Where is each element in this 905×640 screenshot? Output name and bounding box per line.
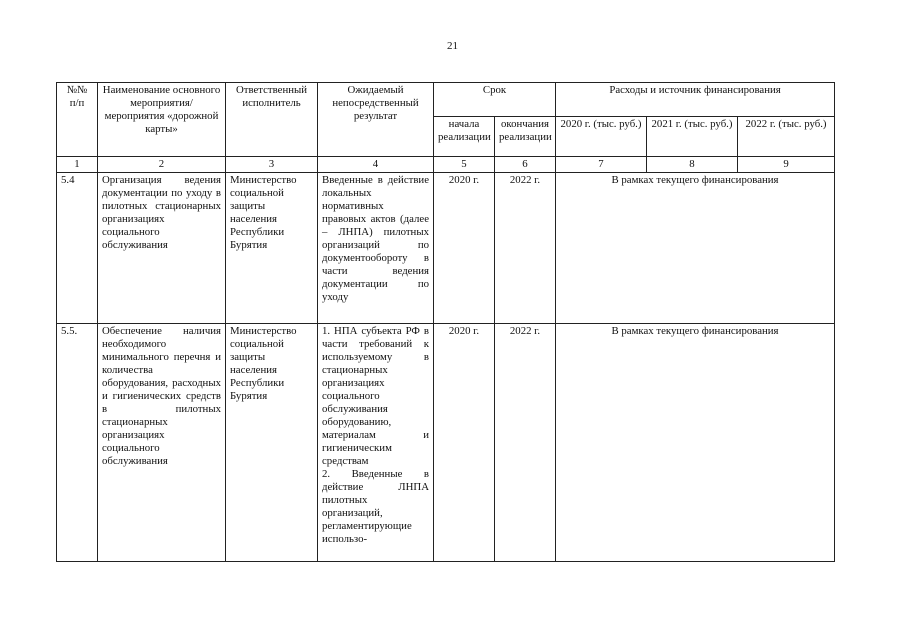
header-term-end: окончания реализации	[495, 117, 556, 157]
header-fin-2020: 2020 г. (тыс. руб.)	[556, 117, 647, 157]
expected-result-item: 2. Введенные в действие ЛНПА пилотных организаций, регламентирующие использо-	[322, 468, 429, 545]
header-name: Наименование основного мероприятия/мероприятия «дорожной карты»	[98, 83, 226, 157]
column-number: 4	[318, 157, 434, 173]
header-no: №№ п/п	[57, 83, 98, 157]
column-number: 1	[57, 157, 98, 173]
financing-source: В рамках текущего финансирования	[556, 173, 835, 324]
row-number: 5.5.	[57, 324, 98, 562]
header-term-start: начала реализации	[434, 117, 495, 157]
column-number-row	[57, 157, 835, 173]
term-end: 2022 г.	[495, 324, 556, 562]
expected-result	[318, 324, 434, 562]
header-finance: Расходы и источник финансирования	[556, 83, 835, 117]
row-number: 5.4	[57, 173, 98, 324]
activity-name: Организация ведения документации по уходу в пилотных стационарных организациях социального обслуживания	[98, 173, 226, 324]
column-number: 3	[226, 157, 318, 173]
column-number: 5	[434, 157, 495, 173]
table-row	[57, 324, 835, 562]
column-number: 9	[738, 157, 835, 173]
roadmap-table	[56, 82, 835, 562]
header-fin-2021: 2021 г. (тыс. руб.)	[647, 117, 738, 157]
financing-source: В рамках текущего финансирования	[556, 324, 835, 562]
responsible-executor: Министерство социальной защиты населения Республики Бурятия	[226, 324, 318, 562]
header-responsible: Ответственный исполнитель	[226, 83, 318, 157]
responsible-executor: Министерство социальной защиты населения Республики Бурятия	[226, 173, 318, 324]
column-number: 7	[556, 157, 647, 173]
expected-result-item: 1. НПА субъекта РФ в части требований к используемому в стационарных организациях социального обслуживания оборудованию, материалам и гигиеническим средствам	[322, 325, 429, 467]
column-number: 2	[98, 157, 226, 173]
term-end: 2022 г.	[495, 173, 556, 324]
term-start: 2020 г.	[434, 173, 495, 324]
header-result: Ожидаемый непосредственный результат	[318, 83, 434, 157]
header-fin-2022: 2022 г. (тыс. руб.)	[738, 117, 835, 157]
table-row	[57, 173, 835, 324]
column-number: 8	[647, 157, 738, 173]
expected-result: Введенные в действие локальных нормативных правовых актов (далее – ЛНПА) пилотных организаций по документообороту в части ведения документации по уходу	[318, 173, 434, 324]
column-number: 6	[495, 157, 556, 173]
header-term: Срок	[434, 83, 556, 117]
term-start: 2020 г.	[434, 324, 495, 562]
page-number: 21	[447, 40, 458, 52]
activity-name: Обеспечение наличия необходимого минимального перечня и количества оборудования, расходных и гигиенических средств в пилотных стационарных организациях социального обслуживания	[98, 324, 226, 562]
